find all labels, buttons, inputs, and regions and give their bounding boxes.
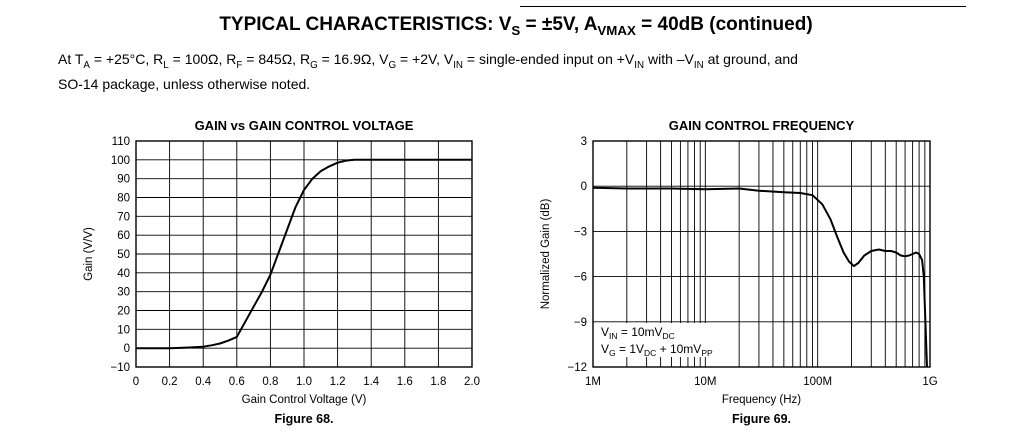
conditions-text: = +25°C, R xyxy=(89,51,164,67)
x-tick-label: 100M xyxy=(803,376,833,388)
annotation-text: + 10mV xyxy=(656,342,702,356)
y-tick-label: 0 xyxy=(123,343,130,356)
x-tick-label: 1.2 xyxy=(329,376,346,388)
conditions-subscript: G xyxy=(388,59,397,71)
x-tick-label: 10M xyxy=(694,376,717,388)
annotation-subscript: IN xyxy=(609,331,618,341)
y-axis-label: Gain (V/V) xyxy=(83,227,95,281)
y-tick-label: 110 xyxy=(111,136,130,148)
x-tick-label: 0.4 xyxy=(195,376,212,388)
y-tick-label: 60 xyxy=(117,230,130,243)
y-tick-label: 40 xyxy=(117,267,130,280)
conditions-subscript: IN xyxy=(634,59,645,71)
conditions-text: = single-ended input on +V xyxy=(463,51,635,67)
conditions-text: = 845Ω, R xyxy=(242,51,311,67)
annotation-subscript: G xyxy=(609,348,616,358)
grid xyxy=(136,141,472,367)
conditions-subscript: F xyxy=(236,59,243,71)
figure-label: Figure 68. xyxy=(274,412,334,426)
conditions-subscript: IN xyxy=(693,59,704,71)
title-part: TYPICAL CHARACTERISTICS: V xyxy=(219,14,512,35)
title-part: = ±5V, A xyxy=(520,14,598,35)
annotation-subscript: DC xyxy=(644,348,657,358)
conditions-text: At T xyxy=(58,51,84,67)
chart-1 xyxy=(83,118,480,426)
y-tick-label: 30 xyxy=(117,286,130,299)
x-axis-label: Frequency (Hz) xyxy=(721,394,802,406)
conditions-text: with –V xyxy=(644,51,694,67)
title-sub-vmax: VMAX xyxy=(597,22,636,38)
conditions-text: = +2V, V xyxy=(396,51,454,67)
x-tick-label: 0.2 xyxy=(161,376,178,388)
y-tick-label: −6 xyxy=(573,271,587,284)
y-tick-label: 3 xyxy=(580,136,587,148)
title-part: = 40dB (continued) xyxy=(635,14,813,35)
x-tick-label: 1G xyxy=(922,376,938,388)
conditions-subscript: G xyxy=(310,59,318,71)
conditions-text: = 16.9Ω, V xyxy=(317,51,389,67)
conditions-subscript: A xyxy=(83,59,90,71)
x-tick-label: 1.4 xyxy=(363,376,380,388)
y-tick-label: 50 xyxy=(117,249,130,261)
x-tick-label: 1.8 xyxy=(430,376,447,388)
y-tick-label: 0 xyxy=(580,181,587,194)
y-axis-label: Normalized Gain (dB) xyxy=(540,198,552,310)
x-tick-label: 2.0 xyxy=(464,376,480,388)
y-tick-label: −10 xyxy=(110,362,130,374)
annotation-text: V xyxy=(601,342,610,356)
x-tick-label: 0.8 xyxy=(262,376,279,388)
annotation-subscript: DC xyxy=(662,331,675,341)
annotation-text: = 10mV xyxy=(617,325,663,339)
annotation-text: = 1V xyxy=(615,342,644,356)
annotation-text: V xyxy=(601,325,610,339)
conditions-text: = 100Ω, R xyxy=(168,51,237,67)
chart-title: GAIN CONTROL FREQUENCY xyxy=(668,118,855,133)
annotation-subscript: PP xyxy=(701,348,713,358)
chart-annotation xyxy=(598,323,726,358)
x-tick-label: 1M xyxy=(585,376,601,388)
x-axis-label: Gain Control Voltage (V) xyxy=(241,394,367,406)
x-tick-label: 1.6 xyxy=(396,376,413,388)
conditions-subscript: L xyxy=(163,59,169,71)
y-tick-label: −9 xyxy=(573,316,587,329)
chart-2 xyxy=(540,118,938,426)
conditions-text: at ground, and xyxy=(703,51,798,67)
y-tick-label: 100 xyxy=(110,154,130,167)
y-tick-label: −3 xyxy=(573,226,587,239)
y-tick-label: 90 xyxy=(117,173,130,186)
figure-label: Figure 69. xyxy=(731,412,792,426)
y-tick-label: 10 xyxy=(117,324,130,337)
annotation-line xyxy=(601,342,713,358)
y-tick-label: 80 xyxy=(117,192,130,205)
y-tick-label: −12 xyxy=(567,362,587,374)
conditions-subscript: IN xyxy=(453,59,464,71)
title-sub-s: S xyxy=(511,22,521,38)
conditions-text: SO-14 package, unless otherwise noted. xyxy=(58,75,311,92)
y-tick-label: 20 xyxy=(117,305,130,318)
x-tick-label: 0 xyxy=(132,376,140,388)
chart-title: GAIN vs GAIN CONTROL VOLTAGE xyxy=(194,118,414,133)
y-tick-label: 70 xyxy=(117,211,130,224)
x-tick-label: 0.6 xyxy=(228,376,245,388)
x-tick-label: 1.0 xyxy=(296,376,312,388)
